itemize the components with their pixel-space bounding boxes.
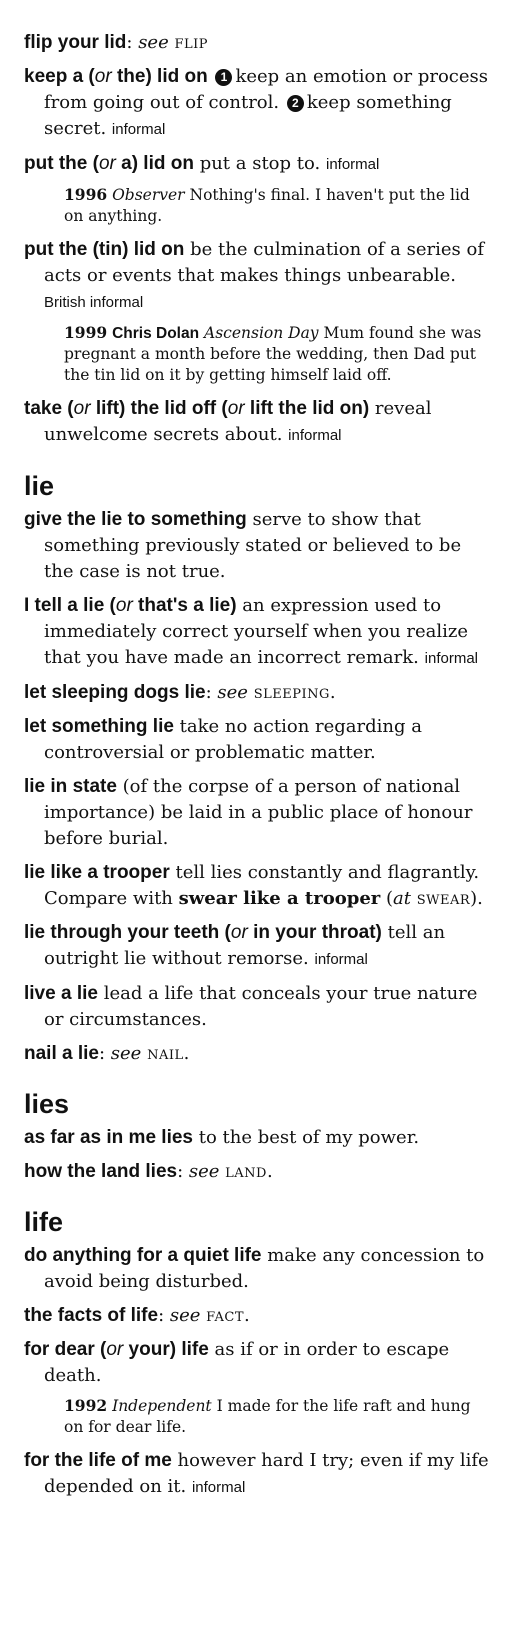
entry-lie-like-a-trooper: lie like a trooper tell lies constantly and flagrantly. Compare with swear like a trooper (at swear). [24,862,483,909]
entry-quiet-life: do anything for a quiet life make any concession to avoid being disturbed. [24,1245,485,1292]
entry-let-sleeping-dogs-lie: let sleeping dogs lie: see sleeping. [24,682,337,703]
dictionary-page [24,30,494,1509]
entry-put-tin-lid-on: put the (tin) lid on be the culmination of a series of acts or events that makes things unbearable. British informal [24,239,484,311]
entry-put-lid-on: put the (or a) lid on put a stop to. informal [24,153,380,174]
entry-take-lid-off: take (or lift) the lid off (or lift the lid on) reveal unwelcome secrets about. informal [24,398,432,445]
entry-lie-in-state: lie in state (of the corpse of a person of national importance) be laid in a public place of honour before burial. [24,776,473,849]
entry-flip-your-lid: flip your lid: see flip [24,32,209,53]
cross-reference: land. [225,1161,274,1182]
entry-for-the-life-of-me: for the life of me however hard I try; even if my life depended on it. informal [24,1450,489,1497]
citation: 1992 Independent I made for the life raft and hung on for dear life. [64,1396,471,1436]
entry-facts-of-life: the facts of life: see fact. [24,1305,251,1326]
entry-i-tell-a-lie: I tell a lie (or that's a lie) an expression used to immediately correct yourself when you realize that you have made an incorrect remark. informal [24,595,478,668]
cross-reference: flip [174,32,209,53]
cross-reference: sleeping. [253,682,337,703]
entry-for-dear-life: for dear (or your) life as if or in order to escape death. [24,1339,450,1386]
citation: 1999 Chris Dolan Ascension Day Mum found she was pregnant a month before the wedding, then Dad put the tin lid on it by getting himself laid off. [64,323,482,384]
citation: 1996 Observer Nothing's final. I haven't put the lid on anything. [64,185,470,225]
entry-lie-through-your-teeth: lie through your teeth (or in your throat) tell an outright lie without remorse. informal [24,922,446,969]
register-label: informal [111,121,166,138]
see-label: see [138,32,169,53]
headword-lie: lie [24,471,55,501]
entry-give-the-lie: give the lie to something serve to show that something previously stated or believed to be the case is not true. [24,509,462,582]
entry-let-something-lie: let something lie take no action regarding a controversial or problematic matter. [24,716,422,763]
headword-life: life [24,1207,64,1237]
cross-reference: swear [416,888,471,909]
compare-phrase: swear like a trooper [178,888,381,909]
entry-keep-lid-on: keep a (or the) lid on 1 keep an emotion or process from going out of control. 2 keep something secret. informal [24,66,488,139]
phrase: flip your lid [24,32,127,53]
cross-reference: fact. [206,1305,251,1326]
sense-number-1: 1 [215,69,232,86]
entry-how-the-land-lies: how the land lies: see land. [24,1161,274,1182]
sense-number-2: 2 [287,95,304,112]
cross-reference: nail. [147,1043,190,1064]
headword-lies: lies [24,1089,70,1119]
entry-nail-a-lie: nail a lie: see nail. [24,1043,190,1064]
entry-as-far-as-in-me-lies: as far as in me lies to the best of my power. [24,1127,420,1148]
entry-live-a-lie: live a lie lead a life that conceals your true nature or circumstances. [24,983,478,1030]
